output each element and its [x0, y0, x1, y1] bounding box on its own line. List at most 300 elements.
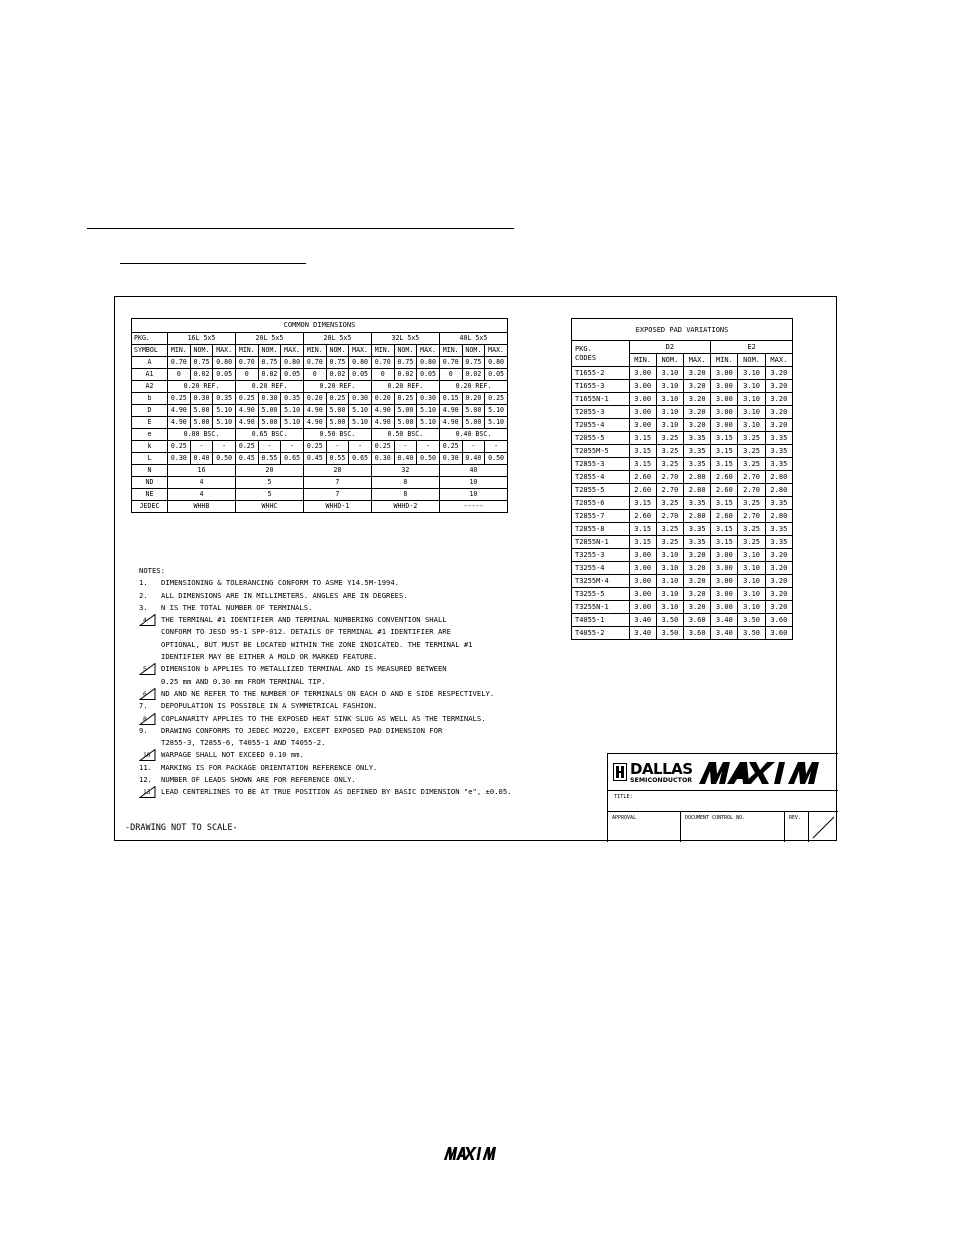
value-cell: 3.15: [629, 523, 656, 536]
revision-triangle-icon: [139, 749, 156, 761]
note-line: [139, 786, 549, 798]
note-text: DIMENSIONING & TOLERANCING CONFORM TO ASME Y14.5M-1994.: [161, 578, 399, 588]
value-cell: 0.70: [303, 357, 326, 369]
value-cell: 0.30: [371, 453, 394, 465]
value-cell: 3.00: [711, 367, 738, 380]
symbol-cell: b: [132, 393, 168, 405]
note-number: [139, 614, 161, 626]
pkg-code-cell: T1655N-1: [572, 393, 630, 406]
table-row: [572, 458, 793, 471]
table-row: [132, 501, 508, 513]
value-cell: 5.10: [485, 405, 508, 417]
value-cell: 0.40: [394, 453, 417, 465]
pkg-code-cell: T2855-8: [572, 523, 630, 536]
symbol-cell: e: [132, 429, 168, 441]
dallas-wordmark: DALLAS: [630, 760, 693, 778]
note-text: IDENTIFIER MAY BE EITHER A MOLD OR MARKED FEATURE.: [161, 652, 378, 662]
value-cell: 3.35: [765, 445, 792, 458]
value-cell: 3.20: [684, 588, 711, 601]
table-row: [572, 575, 793, 588]
value-cell: 3.10: [738, 367, 765, 380]
value-cell: 3.15: [711, 445, 738, 458]
value-cell: 4: [168, 477, 236, 489]
subheader-cell: MIN.: [371, 345, 394, 357]
exposed-pad-caption: EXPOSED PAD VARIATIONS: [572, 319, 793, 341]
note-line: [139, 676, 549, 688]
note-number-text: 13: [143, 789, 151, 797]
value-cell: WHHD-1: [303, 501, 371, 513]
document-control-label: DOCUMENT CONTROL NO.: [685, 815, 746, 821]
value-cell: 0.40 BSC.: [439, 429, 507, 441]
value-cell: 2.60: [711, 510, 738, 523]
value-cell: 0.30: [417, 393, 440, 405]
group-header: E2: [711, 341, 793, 354]
value-cell: 0.25: [168, 441, 191, 453]
common-dimensions-caption: COMMON DIMENSIONS: [132, 319, 508, 333]
subheader-cell: NOM.: [326, 345, 349, 357]
value-cell: 0.20: [303, 393, 326, 405]
value-cell: 2.60: [629, 471, 656, 484]
table-row: [572, 562, 793, 575]
package-header-row: [132, 333, 508, 345]
value-cell: 3.35: [684, 497, 711, 510]
note-text: DRAWING CONFORMS TO JEDEC MO220, EXCEPT EXPOSED PAD DIMENSION FOR: [161, 725, 443, 735]
value-cell: 5.00: [462, 417, 485, 429]
subheader-cell: NOM.: [738, 354, 765, 367]
symbol-cell: ND: [132, 477, 168, 489]
value-cell: 3.20: [684, 575, 711, 588]
value-cell: 0: [439, 369, 462, 381]
value-cell: -: [326, 441, 349, 453]
value-cell: 3.25: [738, 536, 765, 549]
value-cell: 3.20: [684, 562, 711, 575]
value-cell: 0.20: [371, 393, 394, 405]
package-header: 32L 5x5: [371, 333, 439, 345]
revision-triangle-icon: [139, 786, 156, 798]
note-line: [139, 737, 549, 749]
subheader-row: [132, 345, 508, 357]
value-cell: 4.90: [371, 405, 394, 417]
table-row: [572, 536, 793, 549]
value-cell: 3.50: [738, 614, 765, 627]
value-cell: 5.00: [326, 405, 349, 417]
note-text: NUMBER OF LEADS SHOWN ARE FOR REFERENCE ONLY.: [161, 775, 356, 785]
title-block: [607, 753, 838, 842]
value-cell: 0.20 REF.: [439, 381, 507, 393]
package-drawing: [114, 296, 837, 841]
value-cell: 5.10: [213, 405, 236, 417]
pkg-code-cell: T2855-6: [572, 497, 630, 510]
value-cell: 3.35: [765, 523, 792, 536]
value-cell: 3.00: [711, 601, 738, 614]
pkg-code-cell: T3255-5: [572, 588, 630, 601]
value-cell: 5.00: [462, 405, 485, 417]
pkg-code-cell: T3255N-1: [572, 601, 630, 614]
symbol-cell: k: [132, 441, 168, 453]
value-cell: 3.25: [656, 458, 683, 471]
value-cell: 3.25: [738, 497, 765, 510]
rev-label: REV.: [789, 815, 802, 821]
pkg-code-cell: T2855N-1: [572, 536, 630, 549]
value-cell: -: [213, 441, 236, 453]
value-cell: 3.00: [711, 562, 738, 575]
value-cell: 2.70: [738, 471, 765, 484]
value-cell: 3.10: [738, 393, 765, 406]
value-cell: 3.10: [656, 575, 683, 588]
value-cell: -----: [439, 501, 507, 513]
value-cell: 0.30: [258, 393, 281, 405]
notes-heading: NOTES:: [139, 566, 165, 575]
value-cell: 4: [168, 489, 236, 501]
note-text: ND AND NE REFER TO THE NUMBER OF TERMINALS ON EACH D AND E SIDE RESPECTIVELY.: [161, 688, 495, 698]
value-cell: 0.25: [235, 441, 258, 453]
value-cell: 3.10: [656, 406, 683, 419]
note-number-text: 8: [143, 715, 147, 723]
pkg-code-cell: T4055-1: [572, 614, 630, 627]
symbol-cell: A1: [132, 369, 168, 381]
value-cell: 3.00: [629, 380, 656, 393]
note-line: [139, 725, 549, 737]
value-cell: 7: [303, 489, 371, 501]
notes-list: [139, 577, 549, 798]
value-cell: 3.00: [711, 393, 738, 406]
value-cell: 3.25: [738, 445, 765, 458]
value-cell: 0.50: [417, 453, 440, 465]
value-cell: 5.10: [417, 417, 440, 429]
subheader-cell: MIN.: [168, 345, 191, 357]
value-cell: 5.00: [190, 405, 213, 417]
value-cell: 3.00: [711, 419, 738, 432]
value-cell: 0.20 REF.: [235, 381, 303, 393]
note-number-text: 5: [143, 666, 147, 674]
value-cell: 2.80: [684, 484, 711, 497]
table-row: [132, 369, 508, 381]
value-cell: 0.80: [417, 357, 440, 369]
value-cell: 3.15: [711, 497, 738, 510]
value-cell: WHHD-2: [371, 501, 439, 513]
value-cell: 10: [439, 489, 507, 501]
value-cell: 0.70: [439, 357, 462, 369]
value-cell: 3.35: [684, 432, 711, 445]
group-header-row: [572, 341, 793, 354]
symbol-cell: N: [132, 465, 168, 477]
value-cell: 3.25: [656, 523, 683, 536]
table-row: [132, 453, 508, 465]
value-cell: 5: [235, 489, 303, 501]
value-cell: 5.00: [190, 417, 213, 429]
note-line: [139, 700, 549, 712]
value-cell: 3.20: [765, 406, 792, 419]
value-cell: 0.25: [168, 393, 191, 405]
value-cell: 2.80: [765, 471, 792, 484]
note-number: [139, 626, 161, 638]
table-row: [132, 357, 508, 369]
note-line: [139, 762, 549, 774]
value-cell: 3.10: [656, 419, 683, 432]
value-cell: 5.10: [281, 417, 304, 429]
note-line: [139, 626, 549, 638]
note-text: COPLANARITY APPLIES TO THE EXPOSED HEAT SINK SLUG AS WELL AS THE TERMINALS.: [161, 713, 486, 723]
symbol-cell: D: [132, 405, 168, 417]
value-cell: 10: [439, 477, 507, 489]
table-row: [572, 588, 793, 601]
value-cell: -: [417, 441, 440, 453]
note-text: CONFORM TO JESD 95-1 SPP-012. DETAILS OF TERMINAL #1 IDENTIFIER ARE: [161, 627, 451, 637]
value-cell: 3.50: [738, 627, 765, 640]
subheader-cell: NOM.: [258, 345, 281, 357]
value-cell: 3.40: [711, 627, 738, 640]
symbol-cell: A: [132, 357, 168, 369]
subheader-cell: MIN.: [629, 354, 656, 367]
symbol-label: SYMBOL: [132, 345, 168, 357]
table-row: [132, 429, 508, 441]
value-cell: 0.20 REF.: [168, 381, 236, 393]
value-cell: 3.20: [765, 588, 792, 601]
note-text: OPTIONAL, BUT MUST BE LOCATED WITHIN THE ZONE INDICATED. THE TERMINAL #1: [161, 639, 473, 649]
value-cell: 0.02: [190, 369, 213, 381]
note-text: DEPOPULATION IS POSSIBLE IN A SYMMETRICAL FASHION.: [161, 701, 378, 711]
value-cell: 0.50 BSC.: [371, 429, 439, 441]
value-cell: 3.25: [738, 432, 765, 445]
package-header: 28L 5x5: [303, 333, 371, 345]
common-dimensions-table: [131, 318, 508, 513]
title-field: [608, 791, 838, 812]
value-cell: 0.25: [303, 441, 326, 453]
note-number: [139, 676, 161, 688]
value-cell: 32: [371, 465, 439, 477]
value-cell: 0.20 REF.: [371, 381, 439, 393]
value-cell: 3.00: [629, 562, 656, 575]
subheader-cell: MAX.: [213, 345, 236, 357]
note-number: [139, 688, 161, 700]
not-to-scale-label: -DRAWING NOT TO SCALE-: [125, 823, 238, 833]
note-text: WARPAGE SHALL NOT EXCEED 0.10 mm.: [161, 750, 304, 760]
value-cell: WHHB: [168, 501, 236, 513]
maxim-logo: [697, 762, 835, 784]
value-cell: 3.15: [629, 536, 656, 549]
table-row: [132, 465, 508, 477]
table-row: [572, 380, 793, 393]
value-cell: 3.50: [656, 627, 683, 640]
value-cell: 3.10: [738, 549, 765, 562]
value-cell: 3.00: [629, 575, 656, 588]
value-cell: 0: [235, 369, 258, 381]
pkg-code-cell: T2855-3: [572, 458, 630, 471]
value-cell: 0.25: [371, 441, 394, 453]
value-cell: 0.30: [439, 453, 462, 465]
value-cell: 40: [439, 465, 507, 477]
note-number: 1.: [139, 578, 148, 588]
table-row: [132, 381, 508, 393]
subheader-cell: MIN.: [235, 345, 258, 357]
note-number: 11.: [139, 762, 152, 772]
subheader-cell: MAX.: [765, 354, 792, 367]
note-text: THE TERMINAL #1 IDENTIFIER AND TERMINAL NUMBERING CONVENTION SHALL: [161, 615, 447, 625]
value-cell: 2.60: [711, 471, 738, 484]
pkg-code-cell: T2055-3: [572, 406, 630, 419]
revision-triangle-icon: [139, 663, 156, 675]
document-control-field: [681, 812, 785, 842]
value-cell: 3.15: [629, 432, 656, 445]
pkg-code-cell: T1655-2: [572, 367, 630, 380]
value-cell: 3.00: [629, 393, 656, 406]
note-line: [139, 713, 549, 725]
note-line: [139, 651, 549, 663]
table-row: [572, 601, 793, 614]
subheader-cell: MIN.: [439, 345, 462, 357]
table-row: [572, 419, 793, 432]
note-number: 12.: [139, 775, 152, 785]
note-number-text: 4: [143, 617, 147, 625]
value-cell: 20: [235, 465, 303, 477]
value-cell: 3.35: [765, 432, 792, 445]
value-cell: -: [190, 441, 213, 453]
pkg-code-cell: T2055-5: [572, 432, 630, 445]
table-row: [572, 497, 793, 510]
value-cell: 3.20: [765, 380, 792, 393]
value-cell: 0.80 BSC.: [168, 429, 236, 441]
rev-field: [785, 812, 809, 842]
subheader-cell: NOM.: [462, 345, 485, 357]
value-cell: 8: [371, 489, 439, 501]
symbol-cell: E: [132, 417, 168, 429]
note-number: [139, 749, 161, 761]
table-row: [572, 627, 793, 640]
table-row: [572, 471, 793, 484]
value-cell: 3.10: [656, 562, 683, 575]
subheader-cell: NOM.: [394, 345, 417, 357]
value-cell: 5.10: [349, 405, 372, 417]
value-cell: 3.60: [765, 627, 792, 640]
package-header: 16L 5x5: [168, 333, 236, 345]
value-cell: 3.00: [711, 380, 738, 393]
value-cell: 3.15: [629, 445, 656, 458]
value-cell: 0: [303, 369, 326, 381]
value-cell: 0.75: [190, 357, 213, 369]
table-row: [572, 393, 793, 406]
value-cell: 3.10: [656, 393, 683, 406]
value-cell: 3.25: [738, 523, 765, 536]
value-cell: 0.25: [326, 393, 349, 405]
value-cell: -: [258, 441, 281, 453]
value-cell: 3.15: [711, 536, 738, 549]
symbol-cell: A2: [132, 381, 168, 393]
value-cell: 3.60: [765, 614, 792, 627]
value-cell: 3.10: [738, 588, 765, 601]
table-caption-row: [572, 319, 793, 341]
value-cell: 3.35: [684, 536, 711, 549]
value-cell: 3.50: [656, 614, 683, 627]
note-text: T2855-3, T2855-6, T4055-1 AND T4055-2.: [161, 738, 326, 748]
value-cell: 0.25: [439, 441, 462, 453]
note-line: [139, 639, 549, 651]
table-row: [572, 484, 793, 497]
pkg-code-cell: T2855-5: [572, 484, 630, 497]
value-cell: 2.80: [684, 510, 711, 523]
value-cell: 3.10: [656, 380, 683, 393]
value-cell: 3.10: [738, 419, 765, 432]
value-cell: 0.35: [281, 393, 304, 405]
note-number: [139, 786, 161, 798]
table-row: [132, 489, 508, 501]
sheet-slash-field: [809, 812, 838, 842]
value-cell: 3.35: [684, 445, 711, 458]
value-cell: 3.10: [738, 601, 765, 614]
value-cell: 3.00: [629, 367, 656, 380]
value-cell: 3.15: [629, 458, 656, 471]
value-cell: 2.60: [629, 484, 656, 497]
value-cell: 2.70: [656, 471, 683, 484]
subheader-cell: MAX.: [281, 345, 304, 357]
subheader-cell: MAX.: [684, 354, 711, 367]
subheader-cell: MAX.: [485, 345, 508, 357]
note-text: 0.25 mm AND 0.30 mm FROM TERMINAL TIP.: [161, 676, 326, 686]
value-cell: 0.02: [394, 369, 417, 381]
value-cell: 5.00: [258, 417, 281, 429]
note-line: [139, 614, 549, 626]
package-header: 40L 5x5: [439, 333, 507, 345]
value-cell: 0.25: [235, 393, 258, 405]
note-line: [139, 663, 549, 675]
note-text: DIMENSION b APPLIES TO METALLIZED TERMINAL AND IS MEASURED BETWEEN: [161, 664, 447, 674]
value-cell: 3.20: [765, 549, 792, 562]
table-row: [572, 523, 793, 536]
table-row: [572, 614, 793, 627]
value-cell: 2.60: [711, 484, 738, 497]
value-cell: 0.02: [326, 369, 349, 381]
value-cell: 0.15: [439, 393, 462, 405]
value-cell: 3.25: [656, 432, 683, 445]
subheader-cell: MIN.: [303, 345, 326, 357]
value-cell: 0.45: [303, 453, 326, 465]
pkg-code-cell: T3255-3: [572, 549, 630, 562]
value-cell: 0.80: [213, 357, 236, 369]
value-cell: 3.20: [765, 393, 792, 406]
note-number: 9.: [139, 725, 148, 735]
value-cell: -: [485, 441, 508, 453]
value-cell: 0.75: [394, 357, 417, 369]
note-number: [139, 737, 161, 749]
value-cell: -: [281, 441, 304, 453]
value-cell: 3.15: [711, 523, 738, 536]
value-cell: 4.90: [168, 417, 191, 429]
pkg-code-cell: T2055-4: [572, 419, 630, 432]
subheading-rule: [120, 263, 306, 264]
value-cell: 3.25: [656, 445, 683, 458]
value-cell: 3.20: [765, 367, 792, 380]
value-cell: 0.45: [235, 453, 258, 465]
exposed-pad-variations-table: [571, 318, 793, 640]
value-cell: 0.30: [190, 393, 213, 405]
value-cell: 0.25: [485, 393, 508, 405]
value-cell: 3.10: [656, 588, 683, 601]
value-cell: 0.55: [258, 453, 281, 465]
value-cell: 5.10: [417, 405, 440, 417]
pkg-label: PKG.: [132, 333, 168, 345]
value-cell: 2.80: [765, 510, 792, 523]
value-cell: 5.00: [258, 405, 281, 417]
value-cell: 0.55: [326, 453, 349, 465]
value-cell: 3.20: [765, 575, 792, 588]
value-cell: 0.05: [281, 369, 304, 381]
pkg-code-cell: T3255M-4: [572, 575, 630, 588]
value-cell: 3.00: [711, 406, 738, 419]
package-header: 20L 5x5: [235, 333, 303, 345]
value-cell: 3.15: [629, 497, 656, 510]
title-label: TITLE:: [614, 794, 633, 800]
value-cell: 0.20: [462, 393, 485, 405]
table-row: [572, 367, 793, 380]
